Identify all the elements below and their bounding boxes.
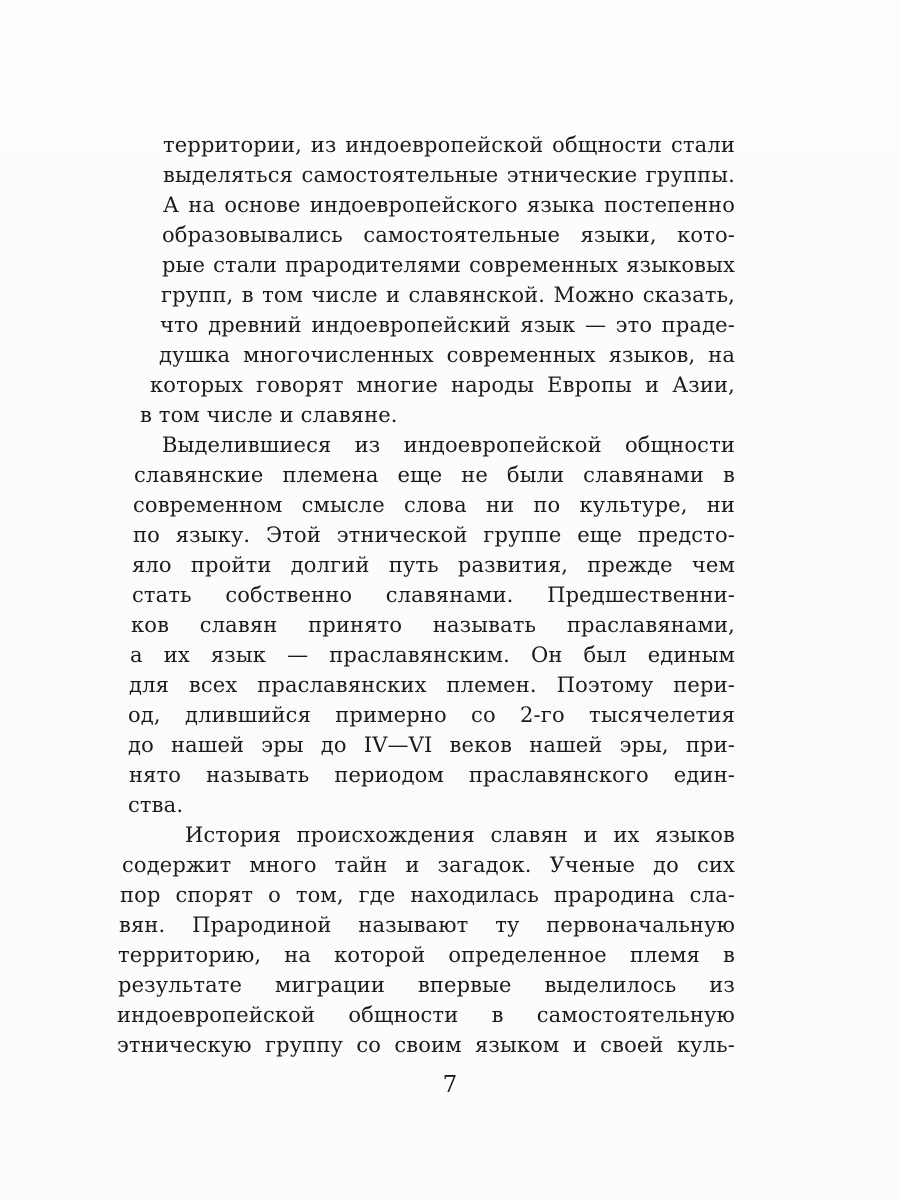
- text-line: пор спорят о том, где находилась прародина сла-: [120, 883, 735, 907]
- text-line: нято называть периодом праславянского един-: [129, 763, 735, 787]
- text-line: индоевропейской общности в самостоятельную: [117, 1003, 735, 1027]
- text-line: современном смысле слова ни по культуре, ни: [133, 493, 735, 517]
- text-line: территории, из индоевропейской общности стали: [163, 133, 735, 157]
- text-line: ства.: [128, 793, 184, 817]
- text-line: этническую группу со своим языком и своей куль-: [117, 1033, 735, 1057]
- text-line: славянские племена еще не были славянами в: [134, 463, 735, 487]
- text-line: вян. Прародиной называют ту первоначальную: [119, 913, 735, 937]
- text-line: од, длившийся примерно со 2-го тысячелетия: [128, 703, 735, 727]
- page-number: 7: [442, 1072, 458, 1098]
- text-line: которых говорят многие народы Европы и Азии,: [150, 373, 735, 397]
- text-line: в том числе и славяне.: [140, 403, 398, 427]
- text-line: содержит много тайн и загадок. Ученые до сих: [122, 853, 735, 877]
- text-line: стать собственно славянами. Предшественни-: [132, 583, 735, 607]
- text-line: ков славян принято называть праславянами,: [131, 613, 735, 637]
- text-line: групп, в том числе и славянской. Можно сказать,: [161, 283, 735, 307]
- text-line: История происхождения славян и их языков: [185, 823, 735, 847]
- text-line: до нашей эры до IV—VI веков нашей эры, при-: [128, 733, 735, 757]
- text-line: Выделившиеся из индоевропейской общности: [162, 433, 735, 457]
- text-line: яло пройти долгий путь развития, прежде чем: [132, 553, 735, 577]
- text-line: что древний индоевропейский язык — это праде-: [160, 313, 735, 337]
- text-line: а их язык — праславянским. Он был единым: [130, 643, 735, 667]
- text-line: по языку. Этой этнической группе еще предсто-: [133, 523, 735, 547]
- text-line: А на основе индоевропейского языка постепенно: [163, 193, 735, 217]
- text-line: территорию, на которой определенное племя в: [118, 943, 735, 967]
- text-line: выделяться самостоятельные этнические группы.: [163, 163, 735, 187]
- text-line: образовывались самостоятельные языки, кото-: [162, 223, 735, 247]
- text-line: душка многочисленных современных языков, на: [159, 343, 735, 367]
- text-line: рые стали прародителями современных языковых: [162, 253, 735, 277]
- text-line: результате миграции впервые выделилось из: [118, 973, 735, 997]
- page-text-block: [0, 130, 900, 1060]
- text-line: для всех праславянских племен. Поэтому пери-: [129, 673, 735, 697]
